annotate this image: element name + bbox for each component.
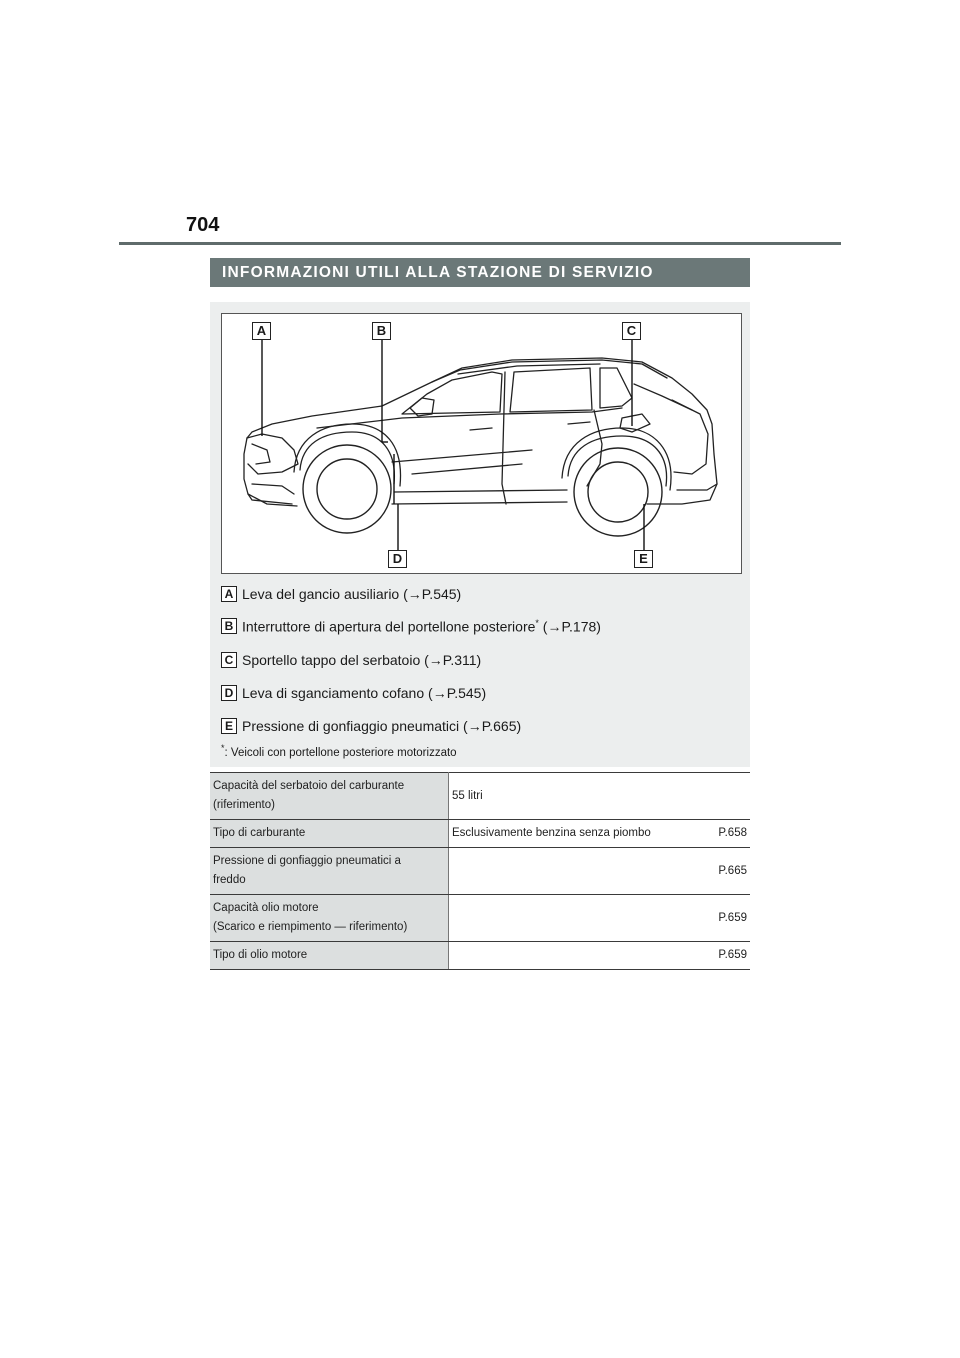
- table-value-cell: 55 litri: [449, 773, 751, 820]
- footnote-asterisk: *: [221, 743, 225, 753]
- legend-ref-e[interactable]: P.665: [481, 718, 517, 734]
- suv-side-view-illustration: [222, 314, 741, 573]
- arrow-icon: →: [467, 718, 482, 734]
- legend-ref-a[interactable]: P.545: [421, 586, 457, 602]
- legend-text-c: Sportello tappo del serbatoio (: [242, 652, 429, 668]
- table-label-cell: Pressione di gonfiaggio pneumatici a freddo: [210, 848, 449, 895]
- header-rule: [119, 242, 841, 245]
- arrow-icon: →: [432, 685, 447, 701]
- table-value-cell: [449, 895, 751, 942]
- section-title: INFORMAZIONI UTILI ALLA STAZIONE DI SERVIZIO: [210, 258, 750, 287]
- table-label-cell: Capacità olio motore (Scarico e riempimento — riferimento): [210, 895, 449, 942]
- legend-text-d: Leva di sganciamento cofano (: [242, 685, 433, 701]
- table-row: [210, 820, 750, 848]
- page-number: 704: [186, 214, 220, 236]
- legend-ref-b[interactable]: P.178: [561, 618, 597, 635]
- arrow-icon: →: [428, 652, 443, 668]
- arrow-icon: →: [547, 618, 562, 635]
- fuel-spec-table: [210, 772, 750, 970]
- page-ref[interactable]: P.665: [718, 864, 747, 877]
- callout-b: B: [372, 322, 391, 340]
- page-ref[interactable]: P.659: [718, 911, 747, 924]
- callout-c: C: [622, 322, 641, 340]
- legend-letter-c: C: [221, 652, 237, 668]
- legend-letter-e: E: [221, 718, 237, 734]
- callout-a: A: [252, 322, 271, 340]
- legend-text-a: Leva del gancio ausiliario (: [242, 586, 408, 602]
- table-value-cell: [449, 848, 751, 895]
- legend-letter-a: A: [221, 586, 237, 602]
- legend-text-e: Pressione di gonfiaggio pneumatici (: [242, 718, 468, 734]
- page-ref[interactable]: P.658: [718, 827, 747, 839]
- arrow-icon: →: [407, 586, 422, 602]
- table-label-cell: Tipo di olio motore: [210, 942, 449, 970]
- footnote-mark: *: [535, 618, 539, 628]
- legend-ref-c[interactable]: P.311: [442, 652, 477, 668]
- legend-ref-d[interactable]: P.545: [446, 685, 482, 701]
- vehicle-diagram: [221, 313, 742, 574]
- table-row: [210, 773, 750, 820]
- page-ref[interactable]: P.659: [718, 949, 747, 961]
- table-value-cell: Esclusivamente benzina senza piombo P.658: [449, 820, 751, 848]
- legend-text-b: Interruttore di apertura del portellone posteriore: [242, 618, 536, 635]
- footnote: [221, 743, 457, 759]
- footnote-text: : Veicoli con portellone posteriore motorizzato: [224, 746, 457, 759]
- callout-d: D: [388, 550, 407, 568]
- table-label-cell: Tipo di carburante: [210, 820, 449, 848]
- table-value-cell: [449, 942, 751, 970]
- legend-letter-b: B: [221, 618, 237, 634]
- table-row: [210, 942, 750, 970]
- legend-letter-d: D: [221, 685, 237, 701]
- table-row: [210, 848, 750, 895]
- table-row: [210, 895, 750, 942]
- table-label-cell: Capacità del serbatoio del carburante (riferimento): [210, 773, 449, 820]
- info-panel: A B C D E A Leva del gancio ausiliario (→P.545) B Interruttore di apertura del portellone posteriore* (→P.178) C Sportello tappo del serbatoio (→P.311) D Leva di sganciamento cofano (→P.545) E Pressione di gonfiaggio pneumatici (→P.665) *: Veicoli con portellone posteriore motorizzato: [210, 302, 750, 767]
- callout-e: E: [634, 550, 653, 568]
